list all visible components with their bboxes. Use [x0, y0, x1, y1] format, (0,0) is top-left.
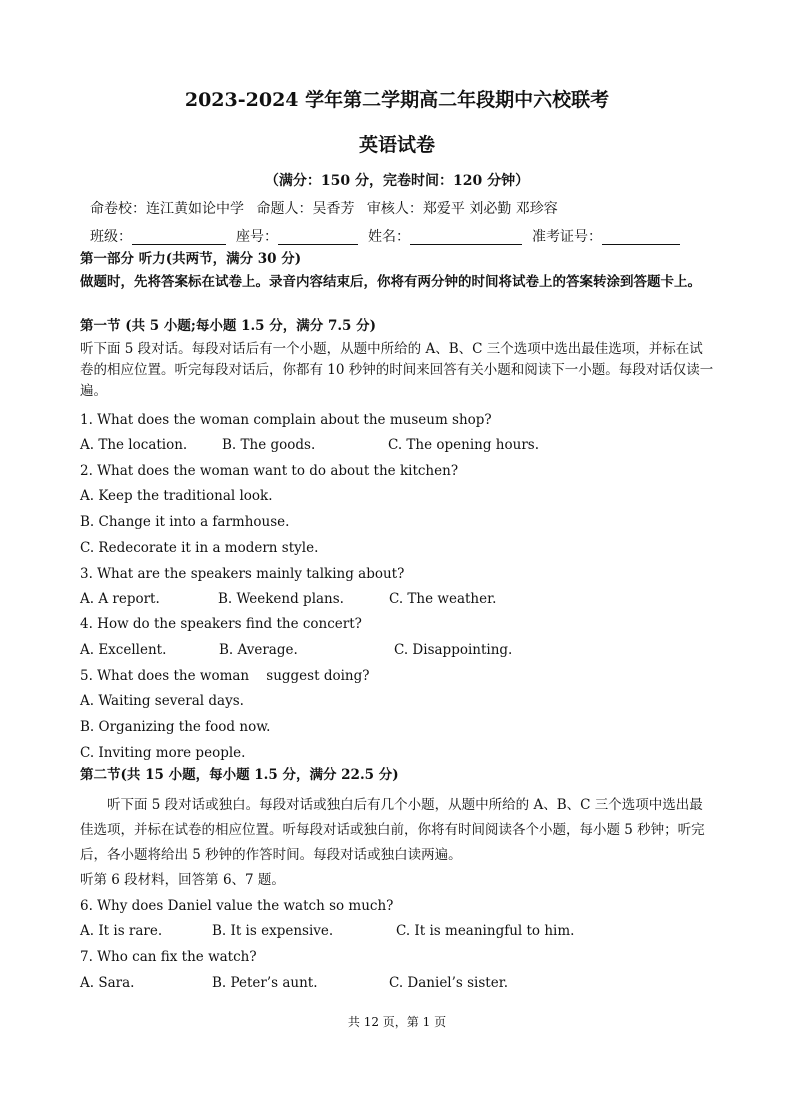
seat-field[interactable]	[278, 230, 358, 245]
question-stem: 7. Who can fix the watch?	[80, 949, 257, 965]
option-row	[80, 438, 680, 456]
option-c[interactable]: C. Daniel’s sister.	[389, 975, 508, 991]
option-row	[80, 976, 680, 994]
option-row	[80, 924, 680, 942]
option-b[interactable]: B. Change it into a farmhouse.	[80, 514, 290, 530]
setter-label: 命题人：吴香芳	[256, 201, 355, 217]
option-row	[80, 643, 680, 661]
name-field[interactable]	[410, 230, 522, 245]
exam-no-label: 准考证号：	[532, 229, 602, 245]
option-b[interactable]: B. Organizing the food now.	[80, 719, 271, 735]
reviewer-label: 审核人：郑爱平 刘必勤 邓珍容	[366, 201, 558, 217]
option-c[interactable]: C. Redecorate it in a modern style.	[80, 540, 319, 556]
option-c[interactable]: C. The opening hours.	[388, 437, 539, 453]
section1-instruction: 听下面 5 段对话。每段对话后有一个小题，从题中所给的 A、B、C 三个选项中选出最佳选项，并标在试卷的相应位置。听完每段对话后，你都有 10 秒钟的时间来回答有关小题和阅读下一小题。每段对话仅读一遍。	[80, 341, 714, 399]
option-b[interactable]: B. The goods.	[222, 437, 316, 453]
option-a[interactable]: A. Sara.	[80, 975, 135, 991]
option-b[interactable]: B. Peter’s aunt.	[212, 975, 318, 991]
option-c[interactable]: C. The weather.	[389, 591, 497, 607]
page-footer: 共 12 页，第 1 页	[347, 1015, 447, 1029]
question-stem: 5. What does the woman suggest doing?	[80, 668, 370, 684]
material6-instruction: 听第 6 段材料，回答第 6、7 题。	[80, 872, 285, 888]
exam-subject: 英语试卷	[358, 134, 435, 156]
student-fields	[90, 229, 680, 245]
score-info: （满分：150 分，完卷时间：120 分钟）	[264, 173, 530, 189]
option-c[interactable]: C. It is meaningful to him.	[396, 923, 575, 939]
option-a[interactable]: A. Excellent.	[80, 642, 167, 658]
question-stem: 4. How do the speakers find the concert?	[80, 616, 362, 632]
class-field[interactable]	[132, 230, 226, 245]
seat-label: 座号：	[236, 229, 278, 245]
option-b[interactable]: B. It is expensive.	[212, 923, 334, 939]
name-label: 姓名：	[368, 229, 410, 245]
question-stem: 3. What are the speakers mainly talking about?	[80, 566, 405, 582]
class-label: 班级：	[90, 229, 132, 245]
setter-info	[90, 201, 566, 217]
option-a[interactable]: A. Keep the traditional look.	[80, 488, 273, 504]
exam-no-field[interactable]	[602, 230, 680, 245]
option-a[interactable]: A. A report.	[80, 591, 160, 607]
part1-instruction: 做题时，先将答案标在试卷上。录音内容结束后，你将有两分钟的时间将试卷上的答案转涂到答题卡上。	[80, 274, 701, 290]
option-b[interactable]: B. Average.	[219, 642, 298, 658]
option-a[interactable]: A. The location.	[80, 437, 188, 453]
option-row	[80, 592, 680, 610]
question-stem: 2. What does the woman want to do about the kitchen?	[80, 463, 459, 479]
option-a[interactable]: A. Waiting several days.	[80, 693, 244, 709]
question-stem: 6. Why does Daniel value the watch so much?	[80, 898, 394, 914]
section2-heading: 第二节(共 15 小题，每小题 1.5 分，满分 22.5 分)	[80, 767, 399, 783]
question-stem: 1. What does the woman complain about the museum shop?	[80, 412, 492, 428]
option-c[interactable]: C. Inviting more people.	[80, 745, 246, 761]
option-c[interactable]: C. Disappointing.	[394, 642, 513, 658]
section2-instruction: 听下面 5 段对话或独白。每段对话或独白后有几个小题，从题中所给的 A、B、C 三个选项中选出最佳选项，并标在试卷的相应位置。听每段对话或独白前，你将有时间阅读各个小题，每小题 5 秒钟；听完后，各小题将给出 5 秒钟的作答时间。每段对话或独白读两遍。	[80, 797, 705, 863]
school-label: 命卷校：连江黄如论中学	[90, 201, 244, 217]
section1-heading: 第一节 (共 5 小题;每小题 1.5 分，满分 7.5 分)	[80, 318, 377, 334]
option-b[interactable]: B. Weekend plans.	[218, 591, 344, 607]
option-a[interactable]: A. It is rare.	[80, 923, 163, 939]
exam-title: 2023-2024 学年第二学期高二年段期中六校联考	[184, 89, 610, 111]
part1-heading: 第一部分 听力(共两节，满分 30 分)	[80, 251, 302, 267]
